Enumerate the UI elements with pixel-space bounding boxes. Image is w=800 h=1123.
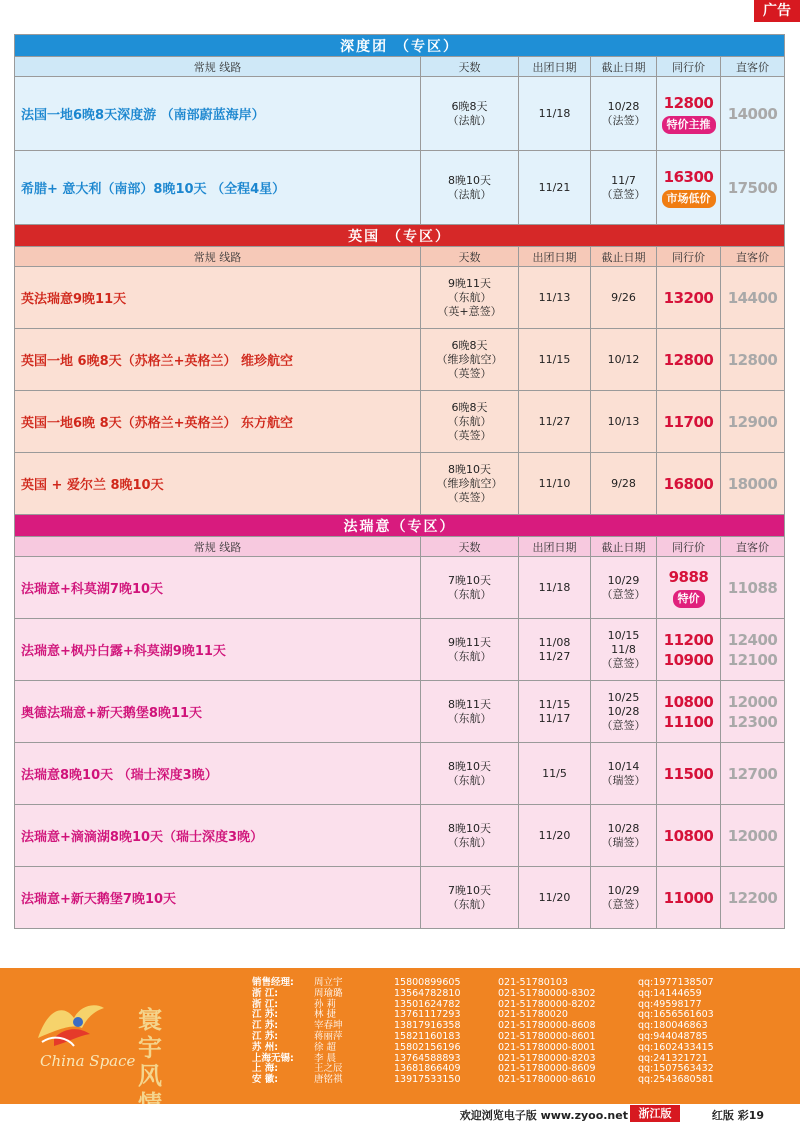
column-header: 出团日期: [519, 537, 591, 557]
cell-line: 10800: [663, 826, 714, 845]
retail-price-cell: [721, 391, 785, 453]
column-header: 截止日期: [591, 537, 657, 557]
cell-line: 12200: [727, 888, 778, 907]
contact-region: 江 苏:: [252, 1009, 279, 1021]
deadline-cell: [591, 805, 657, 867]
cell-line: 10/29: [607, 573, 640, 587]
contact-qq[interactable]: qq:14144659: [638, 987, 702, 999]
cell-line: （英签）: [447, 428, 492, 442]
table-row[interactable]: [15, 77, 785, 151]
cell-line: 9888: [668, 568, 709, 586]
section-title: 法瑞意（专区）: [15, 515, 785, 537]
contact-qq[interactable]: qq:1507563432: [638, 1063, 714, 1075]
cell-line: 10/14: [607, 759, 640, 773]
route-name[interactable]: 法瑞意+科莫湖7晚10天: [15, 557, 421, 619]
column-header: 常规 线路: [15, 537, 421, 557]
column-header: 截止日期: [591, 57, 657, 77]
contact-name: 蒋丽萍: [314, 1030, 343, 1042]
cell-line: （意签）: [601, 718, 646, 732]
contact-footer: [0, 968, 800, 1104]
column-header: 出团日期: [519, 57, 591, 77]
cell-line: 12800: [727, 350, 778, 369]
cell-line: 12100: [727, 650, 778, 669]
depart-date-cell: [519, 391, 591, 453]
peer-price-cell: [657, 453, 721, 515]
cell-line: 11/08: [538, 635, 571, 649]
cell-line: （东航）: [447, 835, 492, 849]
cell-line: （东航）: [447, 711, 492, 725]
cell-line: 8晚10天: [448, 759, 491, 773]
contact-name: 周瑜璐: [314, 987, 343, 999]
cell-line: 11/20: [538, 828, 571, 842]
deadline-cell: [591, 329, 657, 391]
cell-line: 10/15: [607, 628, 640, 642]
contact-qq[interactable]: qq:944048785: [638, 1030, 708, 1042]
peer-price-cell: [657, 329, 721, 391]
cell-line: 10/28: [607, 99, 640, 113]
cell-line: 10/28: [607, 821, 640, 835]
logo-chinese: 寰宇风: [138, 1006, 164, 1090]
route-name[interactable]: 法瑞意8晚10天 （瑞士深度3晚）: [15, 743, 421, 805]
contact-mobile[interactable]: 13817916358: [394, 1020, 461, 1032]
cell-line: （意签）: [601, 587, 646, 601]
contact-phone[interactable]: 021-51780000-8001: [498, 1041, 596, 1053]
contact-mobile[interactable]: 13764588893: [394, 1052, 461, 1064]
promo-badge: 特价主推: [662, 116, 716, 134]
contact-name: 宰春坤: [314, 1020, 343, 1032]
retail-price-cell: [721, 151, 785, 225]
contact-mobile[interactable]: 13761117293: [394, 1009, 461, 1021]
china-space-logo: [26, 992, 226, 1090]
contact-qq[interactable]: qq:49598177: [638, 998, 702, 1010]
contact-name: 唐铭祺: [314, 1074, 343, 1086]
contact-region: 销售经理:: [252, 977, 294, 988]
promo-badge: 市场低价: [662, 190, 716, 208]
contact-mobile[interactable]: 15802156196: [394, 1041, 461, 1053]
cell-line: （意签）: [601, 656, 646, 670]
deadline-cell: [591, 391, 657, 453]
contact-phone[interactable]: 021-51780000-8601: [498, 1030, 596, 1042]
contact-phone[interactable]: 021-51780000-8609: [498, 1063, 596, 1075]
route-name[interactable]: 法瑞意+枫丹白露+科莫湖9晚11天: [15, 619, 421, 681]
depart-date-cell: [519, 805, 591, 867]
depart-date-cell: [519, 681, 591, 743]
deadline-cell: [591, 151, 657, 225]
depart-date-cell: [519, 329, 591, 391]
contact-phone[interactable]: 021-51780000-8302: [498, 987, 596, 999]
cell-line: 11/15: [538, 352, 571, 366]
cell-line: 11500: [663, 764, 714, 783]
route-name[interactable]: 法瑞意+新天鹅堡7晚10天: [15, 867, 421, 929]
cell-line: 11/27: [538, 649, 571, 663]
cell-line: 12900: [727, 412, 778, 431]
cell-line: 16800: [663, 474, 714, 493]
ad-tag: 广告: [754, 0, 800, 22]
page-footer-bar: [0, 1104, 800, 1123]
cell-line: 11/7: [611, 173, 636, 187]
table-row[interactable]: [15, 267, 785, 329]
cell-line: 8晚10天: [448, 821, 491, 835]
days-cell: [421, 743, 519, 805]
cell-line: 16300: [663, 168, 714, 186]
retail-price-cell: [721, 453, 785, 515]
contact-region: 上海无锡:: [252, 1052, 294, 1064]
contact-mobile[interactable]: 15821160183: [394, 1030, 461, 1042]
retail-price-cell: [721, 619, 785, 681]
cell-line: （英签）: [447, 366, 492, 380]
table-row[interactable]: [15, 867, 785, 929]
table-row[interactable]: [15, 743, 785, 805]
days-cell: [421, 805, 519, 867]
cell-line: 11/27: [538, 414, 571, 428]
depart-date-cell: [519, 151, 591, 225]
days-cell: [421, 391, 519, 453]
deadline-cell: [591, 743, 657, 805]
section-title: 英国 （专区）: [15, 225, 785, 247]
retail-price-cell: [721, 329, 785, 391]
website-text[interactable]: 欢迎浏览电子版 www.zyoo.net: [459, 1109, 628, 1122]
days-cell: [421, 453, 519, 515]
cell-line: （英+意签）: [437, 304, 502, 318]
cell-line: 10800: [663, 692, 714, 711]
cell-line: 14400: [727, 288, 778, 307]
cell-line: 11700: [663, 412, 714, 431]
table-row[interactable]: [15, 329, 785, 391]
days-cell: [421, 681, 519, 743]
cell-line: 9/28: [611, 476, 636, 490]
cell-line: 10900: [663, 650, 714, 669]
route-name[interactable]: 希腊+ 意大利（南部）8晚10天 （全程4星）: [15, 151, 421, 225]
days-cell: [421, 77, 519, 151]
contact-mobile[interactable]: 13501624782: [394, 998, 461, 1010]
contact-phone[interactable]: 021-51780000-8202: [498, 998, 596, 1010]
cell-line: 12400: [727, 630, 778, 649]
column-header: 天数: [421, 537, 519, 557]
column-header: 出团日期: [519, 247, 591, 267]
cell-line: 8晚10天: [448, 173, 491, 187]
depart-date-cell: [519, 77, 591, 151]
cell-line: 10/13: [607, 414, 640, 428]
table-row[interactable]: [15, 453, 785, 515]
contact-phone[interactable]: 021-51780103: [498, 977, 568, 988]
retail-price-cell: [721, 267, 785, 329]
peer-price-cell: [657, 805, 721, 867]
contact-phone[interactable]: 021-51780020: [498, 1009, 568, 1021]
header-row: [15, 57, 785, 77]
depart-date-cell: [519, 267, 591, 329]
section-title-row: [15, 225, 785, 247]
contact-qq[interactable]: qq:1977138507: [638, 977, 714, 988]
column-header: 同行价: [657, 537, 721, 557]
route-name[interactable]: 奥德法瑞意+新天鹅堡8晚11天: [15, 681, 421, 743]
column-header: 直客价: [721, 537, 785, 557]
retail-price-cell: [721, 681, 785, 743]
peer-price-cell: [657, 681, 721, 743]
phoenix-icon: [34, 998, 106, 1050]
cell-line: 11200: [663, 630, 714, 649]
cell-line: 7晚10天: [448, 883, 491, 897]
cell-line: （东航）: [447, 414, 492, 428]
contact-phone[interactable]: 021-51780000-8203: [498, 1052, 596, 1064]
cell-line: 13200: [663, 288, 714, 307]
table-row[interactable]: [15, 557, 785, 619]
contact-qq[interactable]: qq:1602433415: [638, 1041, 714, 1053]
cell-line: （维珍航空）: [436, 352, 503, 366]
contact-name: 王之辰: [314, 1063, 343, 1075]
contact-mobile[interactable]: 13917533150: [394, 1074, 461, 1086]
contact-qq[interactable]: qq:241321721: [638, 1052, 708, 1064]
days-cell: [421, 329, 519, 391]
peer-price-cell: [657, 619, 721, 681]
cell-line: （意签）: [601, 187, 646, 201]
contact-name: 林 捷: [314, 1009, 337, 1021]
contact-region: 上 海:: [252, 1063, 279, 1075]
cell-line: 10/28: [607, 704, 640, 718]
days-cell: [421, 151, 519, 225]
header-row: [15, 247, 785, 267]
cell-line: 12000: [727, 692, 778, 711]
contact-region: 安 徽:: [252, 1074, 279, 1086]
peer-price-cell: [657, 391, 721, 453]
contact-qq[interactable]: qq:1656561603: [638, 1009, 714, 1021]
route-name[interactable]: 英国一地6晚 8天（苏格兰+英格兰） 东方航空: [15, 391, 421, 453]
depart-date-cell: [519, 557, 591, 619]
section-title-row: [15, 35, 785, 57]
cell-line: 6晚8天: [451, 99, 488, 113]
route-name[interactable]: 法瑞意+滴滴湖8晚10天（瑞士深度3晚）: [15, 805, 421, 867]
contact-qq[interactable]: qq:2543680581: [638, 1074, 714, 1086]
cell-line: 10/29: [607, 883, 640, 897]
peer-price-cell: [657, 77, 721, 151]
column-header: 天数: [421, 247, 519, 267]
contact-row: [252, 989, 772, 1000]
cell-line: 11/15: [538, 697, 571, 711]
route-name[interactable]: 法国一地6晚8天深度游 （南部蔚蓝海岸）: [15, 77, 421, 151]
section-title: 深度团 （专区）: [15, 35, 785, 57]
table-row[interactable]: [15, 619, 785, 681]
deadline-cell: [591, 867, 657, 929]
depart-date-cell: [519, 619, 591, 681]
cell-line: 14000: [727, 104, 778, 123]
deadline-cell: [591, 77, 657, 151]
cell-line: 11100: [663, 712, 714, 731]
days-cell: [421, 557, 519, 619]
page-number: 红版 彩19: [711, 1109, 764, 1122]
cell-line: （东航）: [447, 587, 492, 601]
cell-line: （法航）: [447, 187, 492, 201]
retail-price-cell: [721, 867, 785, 929]
table-row[interactable]: [15, 151, 785, 225]
cell-line: 11/5: [542, 766, 567, 780]
cell-line: 8晚11天: [448, 697, 491, 711]
contact-qq[interactable]: qq:180046863: [638, 1020, 708, 1032]
peer-price-cell: [657, 867, 721, 929]
contact-list: [252, 978, 772, 1086]
table-row[interactable]: [15, 681, 785, 743]
cell-line: 11/18: [538, 580, 571, 594]
cell-line: 8晚10天: [448, 462, 491, 476]
header-row: [15, 537, 785, 557]
depart-date-cell: [519, 867, 591, 929]
cell-line: （东航）: [447, 649, 492, 663]
contact-mobile[interactable]: 13681866409: [394, 1063, 461, 1075]
contact-name: 周立宇: [314, 977, 343, 988]
cell-line: 11/20: [538, 890, 571, 904]
contact-region: 江 苏:: [252, 1030, 279, 1042]
cell-line: 11/18: [538, 106, 571, 120]
cell-line: 6晚8天: [451, 400, 488, 414]
deadline-cell: [591, 681, 657, 743]
contact-name: 徐 超: [314, 1041, 337, 1053]
route-name[interactable]: 英法瑞意9晚11天: [15, 267, 421, 329]
contact-row: [252, 1043, 772, 1054]
cell-line: （法航）: [447, 113, 492, 127]
promo-badge: 特价: [673, 590, 705, 608]
cell-line: （意签）: [601, 897, 646, 911]
table-row[interactable]: [15, 805, 785, 867]
contact-region: 浙 江:: [252, 987, 279, 999]
contact-mobile[interactable]: 15800899605: [394, 977, 461, 988]
column-header: 同行价: [657, 247, 721, 267]
route-name[interactable]: 英国一地 6晚8天（苏格兰+英格兰） 维珍航空: [15, 329, 421, 391]
contact-phone[interactable]: 021-51780000-8610: [498, 1074, 596, 1086]
table-row[interactable]: [15, 391, 785, 453]
days-cell: [421, 867, 519, 929]
deadline-cell: [591, 557, 657, 619]
cell-line: （英签）: [447, 490, 492, 504]
logo-english: China Space: [40, 1052, 136, 1070]
cell-line: （东航）: [447, 773, 492, 787]
depart-date-cell: [519, 453, 591, 515]
cell-line: 11/13: [538, 290, 571, 304]
cell-line: （瑞签）: [601, 773, 646, 787]
route-name[interactable]: 英国 + 爱尔兰 8晚10天: [15, 453, 421, 515]
contact-phone[interactable]: 021-51780000-8608: [498, 1020, 596, 1032]
peer-price-cell: [657, 743, 721, 805]
cell-line: 10/25: [607, 690, 640, 704]
cell-line: 9/26: [611, 290, 636, 304]
cell-line: 12800: [663, 350, 714, 369]
deadline-cell: [591, 267, 657, 329]
contact-region: 苏 州:: [252, 1041, 279, 1053]
contact-region: 浙 江:: [252, 998, 279, 1010]
column-header: 直客价: [721, 247, 785, 267]
peer-price-cell: [657, 557, 721, 619]
cell-line: 12000: [727, 826, 778, 845]
cell-line: （法签）: [601, 113, 646, 127]
contact-mobile[interactable]: 13564782810: [394, 987, 461, 999]
cell-line: 11/17: [538, 711, 571, 725]
column-header: 直客价: [721, 57, 785, 77]
depart-date-cell: [519, 743, 591, 805]
contact-name: 李 晨: [314, 1052, 337, 1064]
cell-line: 10/12: [607, 352, 640, 366]
route-price-table: [14, 34, 785, 929]
cell-line: 11/8: [611, 642, 636, 656]
edition-badge: 浙江版: [630, 1105, 680, 1122]
deadline-cell: [591, 453, 657, 515]
column-header: 天数: [421, 57, 519, 77]
days-cell: [421, 267, 519, 329]
cell-line: 12700: [727, 764, 778, 783]
cell-line: 6晚8天: [451, 338, 488, 352]
retail-price-cell: [721, 557, 785, 619]
retail-price-cell: [721, 805, 785, 867]
column-header: 截止日期: [591, 247, 657, 267]
contact-row: [252, 1075, 772, 1086]
column-header: 同行价: [657, 57, 721, 77]
deadline-cell: [591, 619, 657, 681]
cell-line: （瑞签）: [601, 835, 646, 849]
cell-line: （东航）: [447, 290, 492, 304]
retail-price-cell: [721, 743, 785, 805]
section-title-row: [15, 515, 785, 537]
peer-price-cell: [657, 151, 721, 225]
retail-price-cell: [721, 77, 785, 151]
cell-line: 11/21: [538, 180, 571, 194]
cell-line: 17500: [727, 178, 778, 197]
contact-name: 孙 莉: [314, 998, 337, 1010]
cell-line: 11088: [727, 578, 778, 597]
cell-line: 9晚11天: [448, 635, 491, 649]
cell-line: 9晚11天: [448, 276, 491, 290]
cell-line: （东航）: [447, 897, 492, 911]
days-cell: [421, 619, 519, 681]
cell-line: 18000: [727, 474, 778, 493]
cell-line: 7晚10天: [448, 573, 491, 587]
cell-line: （维珍航空）: [436, 476, 503, 490]
contact-region: 江 苏:: [252, 1020, 279, 1032]
column-header: 常规 线路: [15, 57, 421, 77]
cell-line: 11/10: [538, 476, 571, 490]
peer-price-cell: [657, 267, 721, 329]
cell-line: 12800: [663, 94, 714, 112]
cell-line: 12300: [727, 712, 778, 731]
cell-line: 11000: [663, 888, 714, 907]
column-header: 常规 线路: [15, 247, 421, 267]
